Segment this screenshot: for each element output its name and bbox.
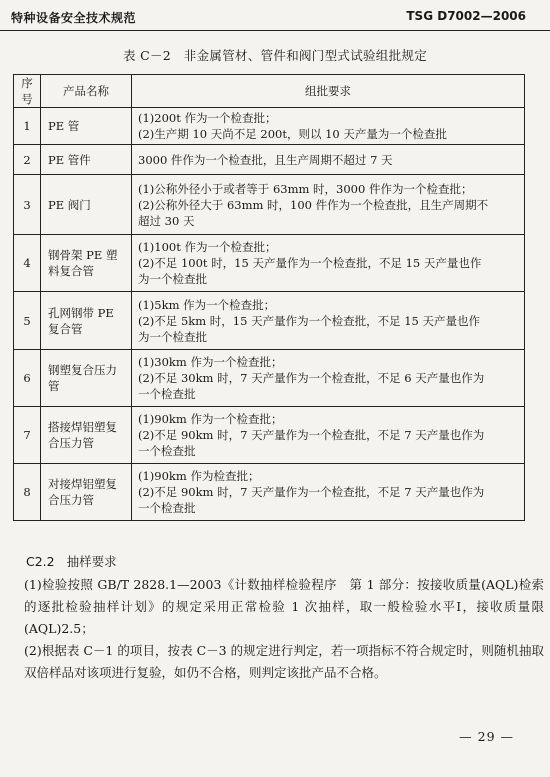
page-number: — 29 — [459, 729, 514, 744]
row-number: 5 [14, 292, 41, 350]
requirement-line: (2)公称外径大于 63mm 时，100 件作为一个检查批，且生产周期不 [138, 197, 489, 212]
batch-requirement [132, 108, 525, 145]
table-header-row [14, 75, 525, 108]
batch-requirement [132, 292, 525, 350]
batch-requirement [132, 464, 525, 521]
col-header-no: 序号 [14, 75, 41, 108]
table-row [14, 108, 525, 145]
batch-rules-table [13, 74, 525, 521]
requirement-line: 超过 30 天 [138, 213, 195, 228]
requirement-line: (2)不足 100t 时，15 天产量作为一个检查批，不足 15 天产量也作 [138, 256, 482, 270]
table-caption: 表 C－2 非金属管材、管件和阀门型式试验组批规定 [123, 48, 427, 63]
table-row [14, 175, 525, 235]
requirement-line: (2)不足 90km 时，7 天产量作为一个检查批，不足 7 天产量也作为 [138, 485, 485, 499]
product-name: 搭接焊铝塑复合压力管 [41, 407, 132, 464]
requirement-line: (1)30km 作为一个检查批； [138, 355, 283, 369]
requirement-line: (2)不足 30km 时，7 天产量作为一个检查批，不足 6 天产量也作为 [138, 371, 485, 385]
requirement-line: (1)公称外径小于或者等于 63mm 时，3000 件作为一个检查批； [138, 181, 473, 196]
product-name: 孔网钢带 PE 复合管 [41, 292, 132, 350]
row-number: 6 [14, 350, 41, 407]
section-heading [26, 552, 117, 570]
table-row [14, 350, 525, 407]
header-title: 特种设备安全技术规范 [11, 11, 137, 25]
requirement-line: 3000 件作为一个检查批，且生产周期不超过 7 天 [138, 152, 393, 167]
requirement-line: (2)不足 90km 时，7 天产量作为一个检查批，不足 7 天产量也作为 [138, 428, 485, 442]
paragraph-judgement-rule: (2)根据表 C－1 的项目，按表 C－3 的规定进行判定，若一项指标不符合规定时，则随机抽取双倍样品对该项进行复验，如仍不合格，则判定该批产品不合格。 [24, 643, 544, 680]
row-number: 2 [14, 145, 41, 175]
col-header-product: 产品名称 [41, 75, 132, 108]
table-row [14, 235, 525, 292]
requirement-line: 为一个检查批 [138, 329, 207, 344]
table-row [14, 407, 525, 464]
row-number: 7 [14, 407, 41, 464]
batch-requirement [132, 145, 525, 175]
section-number: C2.2 [26, 554, 55, 569]
row-number: 1 [14, 108, 41, 145]
product-name: PE 管 [41, 108, 132, 145]
table-row [14, 292, 525, 350]
header-standard-code: TSG D7002—2006 [406, 9, 526, 23]
batch-requirement [132, 235, 525, 292]
requirement-line: 一个检查批 [138, 444, 196, 458]
requirement-line: 一个检查批 [138, 387, 196, 401]
product-name: 对接焊铝塑复合压力管 [41, 464, 132, 521]
product-name: PE 管件 [41, 145, 132, 175]
requirement-line: (1)90km 作为一个检查批； [138, 412, 283, 426]
table-row [14, 145, 525, 175]
requirement-line: (2)不足 5km 时，15 天产量作为一个检查批，不足 15 天产量也作 [138, 313, 481, 328]
requirement-line: (1)200t 作为一个检查批； [138, 111, 277, 125]
requirement-line: (1)100t 作为一个检查批； [138, 240, 277, 254]
row-number: 4 [14, 235, 41, 292]
paragraph-sampling-method: (1)检验按照 GB/T 2828.1—2003《计数抽样检验程序 第 1 部分：按接收质量(AQL)检索的逐批检验抽样计划》的规定采用正常检验 1 次抽样，取一般检验水平Ⅰ，接收质量限(AQL)2.5； [24, 577, 544, 636]
requirement-line: 一个检查批 [138, 501, 196, 515]
col-header-requirement: 组批要求 [132, 75, 525, 108]
requirement-line: 为一个检查批 [138, 272, 207, 286]
row-number: 8 [14, 464, 41, 521]
requirement-line: (1)5km 作为一个检查批； [138, 297, 276, 312]
section-title: 抽样要求 [66, 554, 117, 569]
requirement-line: (1)90km 作为检查批； [138, 469, 260, 483]
table-row [14, 464, 525, 521]
row-number: 3 [14, 175, 41, 235]
batch-requirement [132, 350, 525, 407]
product-name: 钢骨架 PE 塑料复合管 [41, 235, 132, 292]
page-header [0, 0, 550, 31]
batch-requirement [132, 407, 525, 464]
product-name: 钢塑复合压力管 [41, 350, 132, 407]
requirement-line: (2)生产期 10 天尚不足 200t，则以 10 天产量为一个检查批 [138, 127, 447, 141]
product-name: PE 阀门 [41, 175, 132, 235]
batch-requirement [132, 175, 525, 235]
